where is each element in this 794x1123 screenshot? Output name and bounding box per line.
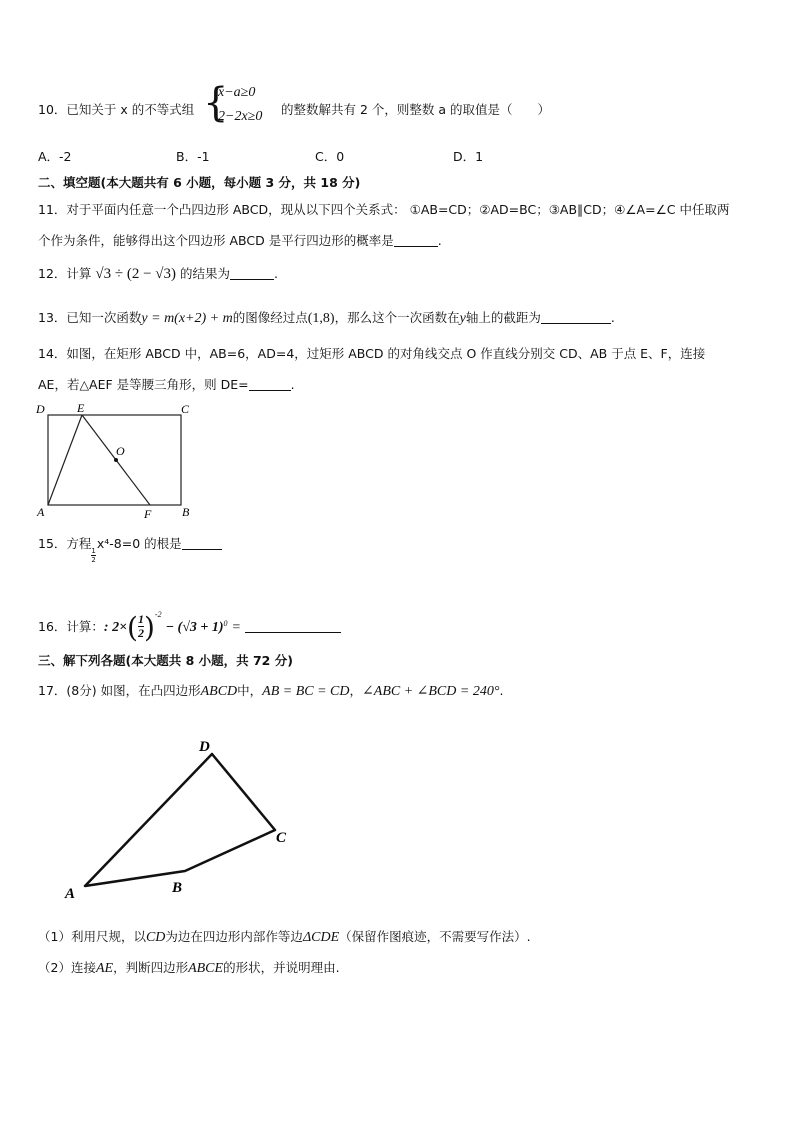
label-d: D (199, 739, 210, 755)
label-f: F (144, 507, 152, 521)
label-d: D (36, 402, 45, 416)
q17-part1-b: 为边在四边形内部作等边 (165, 929, 303, 944)
q10-option-a: A．-2 (38, 149, 72, 164)
q17-part2-quad: ABCE (188, 961, 224, 976)
q15-expr: x⁴-8=0 的根是 (96, 536, 182, 551)
label-a: A (65, 886, 76, 900)
q16-prefix: 16．计算： (38, 619, 104, 634)
q17-cond1: AB = BC = CD (262, 684, 350, 699)
q14-end: . (290, 377, 295, 392)
section2-heading: 二、填空题(本大题共有 6 小题，每小题 3 分，共 18 分) (38, 175, 361, 190)
quadrilateral-abcd (85, 754, 275, 886)
label-c: C (276, 830, 287, 846)
q16-frac-den: 2 (137, 626, 144, 640)
q16-exp1: -2 (154, 610, 162, 619)
q15-frac-den: 2 (91, 556, 96, 564)
q15-stem (38, 534, 222, 564)
label-b: B (172, 880, 183, 896)
q16-stem (38, 610, 341, 644)
q17-part1-triangle: ΔCDE (302, 930, 340, 945)
q14-answer-blank (249, 378, 291, 391)
q17-part2-b: ，判断四边形 (113, 960, 189, 975)
q17-end: . (499, 683, 504, 698)
system-brace: { (203, 80, 229, 126)
line-ae (48, 415, 82, 505)
q14-line2-text: AE，若△AEF 是等腰三角形，则 DE= (38, 377, 249, 392)
q12-suffix: 的结果为 (180, 266, 231, 281)
label-c: C (181, 402, 190, 416)
q13-suffix: 轴上的截距为 (465, 310, 541, 325)
q17-part2-c: 的形状，并说明理由. (223, 960, 340, 975)
q17-part1-cd: CD (145, 930, 166, 945)
q10-system-line1: x−a≥0 (218, 85, 256, 100)
q15-answer-blank (182, 537, 222, 550)
q12-answer-blank (230, 267, 274, 280)
q14-rectangle-figure (30, 400, 210, 522)
q14-line1: 14．如图，在矩形 ABCD 中，AB=6，AD=4，过矩形 ABCD 的对角线交点 O 作直线分别交 CD、AB 于点 E、F，连接 (38, 346, 706, 361)
point-o (114, 458, 118, 462)
q17-part1 (38, 927, 531, 946)
q13-mid: 的图像经过点 (232, 310, 308, 325)
q17-part1-c: （保留作图痕迹，不需要写作法）. (339, 929, 531, 944)
q16-expr-start: : 2× (103, 620, 128, 635)
q10-system-line2: 2−2x≥0 (218, 109, 263, 124)
q17-stem (38, 681, 503, 700)
q17-part2 (38, 958, 340, 977)
q10-suffix: 的整数解共有 2 个，则整数 a 的取值是（ ） (281, 102, 551, 117)
q17-quadrilateral-figure (55, 730, 305, 900)
q13-yvar: y (459, 311, 466, 326)
q16-exp2: 0 (223, 618, 228, 628)
q15-frac-num: 1 (91, 547, 96, 555)
q17-mid: 中， (237, 683, 263, 698)
q15-fraction (91, 547, 95, 564)
q17-part2-a: （2）连接 (38, 960, 96, 975)
label-o: O (116, 444, 125, 458)
q14-line2 (38, 375, 295, 393)
q16-paren-right: ) (143, 611, 155, 644)
q13-function: y = m(x+2) + m (141, 311, 233, 326)
q16-frac-num: 1 (137, 612, 144, 626)
q11-line2-text: 个作为条件，能够得出这个四边形 ABCD 是平行四边形的概率是 (38, 233, 394, 248)
q13-end: . (610, 310, 615, 325)
q10-prefix: 10．已知关于 x 的不等式组 (38, 102, 195, 117)
q13-prefix: 13．已知一次函数 (38, 310, 142, 325)
q11-end: . (437, 233, 442, 248)
q13-answer-blank (541, 311, 611, 324)
q11-answer-blank (394, 234, 438, 247)
q16-paren-left: ( (127, 611, 138, 644)
q17-sep: ， (349, 683, 363, 698)
q15-prefix: 15．方程 (38, 536, 92, 551)
q16-eq: = (231, 620, 241, 635)
q17-prefix: 17．(8分) 如图，在凸四边形 (38, 683, 201, 698)
q10-option-b: B．-1 (176, 149, 210, 164)
label-e: E (77, 401, 85, 415)
section3-heading: 三、解下列各题(本大题共 8 小题，共 72 分) (38, 653, 293, 668)
q10-option-d: D．1 (453, 149, 484, 164)
q11-line2 (38, 231, 442, 249)
q17-quad: ABCD (200, 684, 238, 699)
q10-option-c: C．0 (315, 149, 345, 164)
q13-point: (1,8) (307, 311, 335, 326)
label-b: B (182, 505, 190, 519)
q10-stem (38, 100, 194, 118)
q13-stem (38, 308, 615, 327)
q12-prefix: 12．计算 (38, 266, 92, 281)
q17-part1-a: （1）利用尺规，以 (38, 929, 146, 944)
q17-cond2: ∠ABC + ∠BCD = 240° (362, 684, 500, 699)
q11-line1: 11．对于平面内任意一个凸四边形 ABCD，现从以下四个关系式： ①AB=CD；②AD=BC；③AB∥CD；④∠A=∠C 中任取两 (38, 202, 730, 217)
q17-part2-ae: AE (95, 961, 114, 976)
q16-mid: − (√3 + 1) (165, 620, 224, 635)
q16-answer-blank (245, 620, 341, 633)
q12-expression: √3 ÷ (2 − √3) (95, 266, 177, 282)
q12-stem (38, 264, 278, 283)
q12-end: . (274, 266, 279, 281)
label-a: A (37, 505, 45, 519)
q13-mid2: ，那么这个一次函数在 (334, 310, 460, 325)
